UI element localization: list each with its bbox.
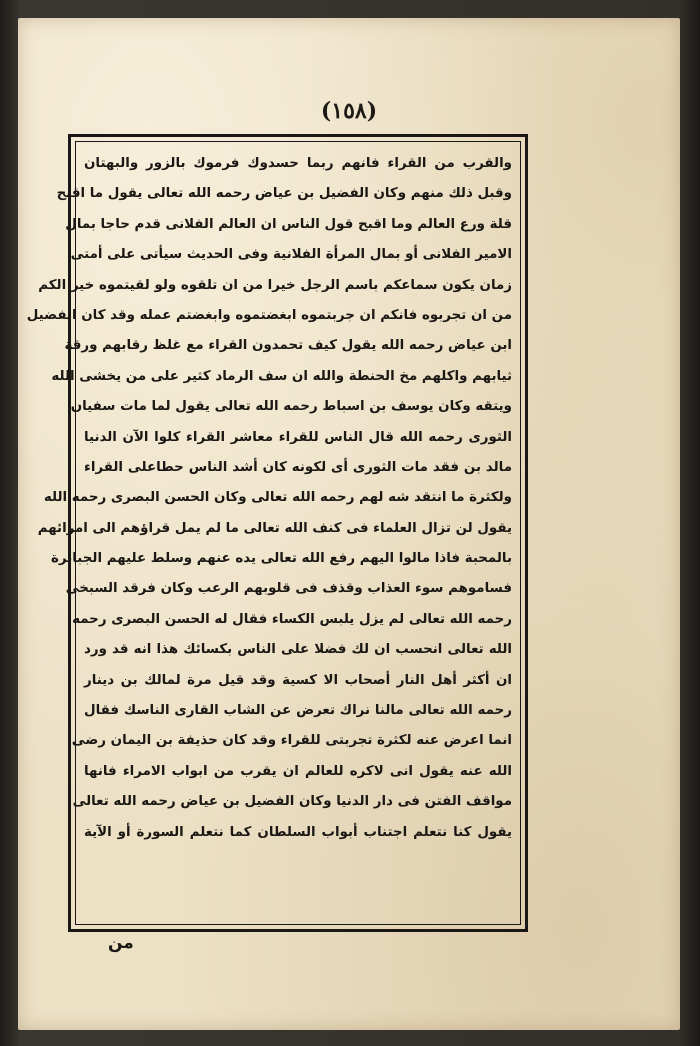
- text-line: مالد بن فقد مات الثورى أى لكونه كان أشد الناس حطاعلى القراء: [84, 459, 512, 475]
- text-line: ابن عياض رحمه الله يقول كيف تحمدون القراء مع غلظ رقابهم ورقة: [64, 338, 512, 354]
- text-line: ثيابهم واكلهم مخ الحنطة والله ان سف الرماد كثير على من يخشى الله: [51, 368, 512, 384]
- text-line: الامير الفلانى أو بمال المرأة الفلانية وفى الحديث سيأتى على أمتى: [70, 247, 512, 263]
- page-number: (١٥٨): [320, 98, 378, 124]
- book-page: [18, 18, 680, 1030]
- catchword: من: [108, 933, 134, 953]
- text-line: ويتقه وكان يوسف بن اسباط رحمه الله تعالى يقول لما مات سفيان: [70, 399, 512, 415]
- text-line: الله عنه يقول انى لاكره للعالم ان يقرب من ابواب الامراء فانها: [84, 763, 512, 779]
- text-line: وقبل ذلك منهم وكان الفضيل بن عياض رحمه الله تعالى يقول ما اقبح: [56, 186, 512, 202]
- text-line: مواقف الفتن فى دار الدنيا وكان الفضيل بن عياض رحمه الله تعالى: [72, 794, 512, 810]
- text-line: فساموهم سوء العذاب وقذف فى قلوبهم الرعب وكان فرقد السبخى: [65, 581, 512, 597]
- text-line: الله تعالى انحسب ان لك فضلا على الناس بكسائك هذا انه قد ورد: [84, 642, 512, 658]
- text-line: يقول كنا نتعلم اجتناب أبواب السلطان كما نتعلم السورة أو الآية: [84, 824, 512, 840]
- body-text: [26, 149, 512, 848]
- text-line: انما اعرض عنه لكثرة تجربتى للقراء وقد كان حذيفة بن اليمان رضى: [71, 733, 512, 749]
- text-frame: [26, 134, 528, 932]
- text-line: رحمه الله تعالى مالنا نراك تعرض عن الشاب القارى الناسك فقال: [84, 703, 512, 719]
- text-line: قلة ورع العالم وما اقبح قول الناس ان العالم الفلانى قدم حاجا بمال: [65, 216, 512, 232]
- text-line: زمان يكون سماعكم باسم الرجل خيرا من ان تلقوه ولو لقيتموه خير الكم: [38, 277, 512, 293]
- text-line: بالمحبة فاذا مالوا اليهم رفع الله تعالى يده عنهم وسلط عليهم الجبابرة: [51, 551, 512, 567]
- text-line: من ان تجربوه فانكم ان جربتموه ابغضتموه وابغضتم عمله وقد كان الفضيل: [26, 307, 512, 323]
- text-line: يقول لن تزال العلماء فى كنف الله تعالى ما لم يمل قراؤهم الى امرائهم: [37, 520, 512, 536]
- text-line: رحمه الله تعالى لم يزل يلبس الكساء فقال له الحسن البصرى رحمه: [72, 611, 512, 627]
- text-line: الثورى رحمه الله قال الناس للقراء معاشر القراء كلوا الآن الدنيا: [84, 429, 512, 445]
- text-line: والقرب من القراء فانهم ربما حسدوك فرموك بالزور والبهتان: [84, 156, 512, 171]
- text-line: ولكثرة ما انتقد شه لهم رحمه الله تعالى وكان الحسن البصرى رحمه الله: [43, 490, 512, 506]
- text-line: ان أكثر أهل النار أصحاب الا كسية وقد قيل مرة لمالك بن دينار: [84, 672, 512, 688]
